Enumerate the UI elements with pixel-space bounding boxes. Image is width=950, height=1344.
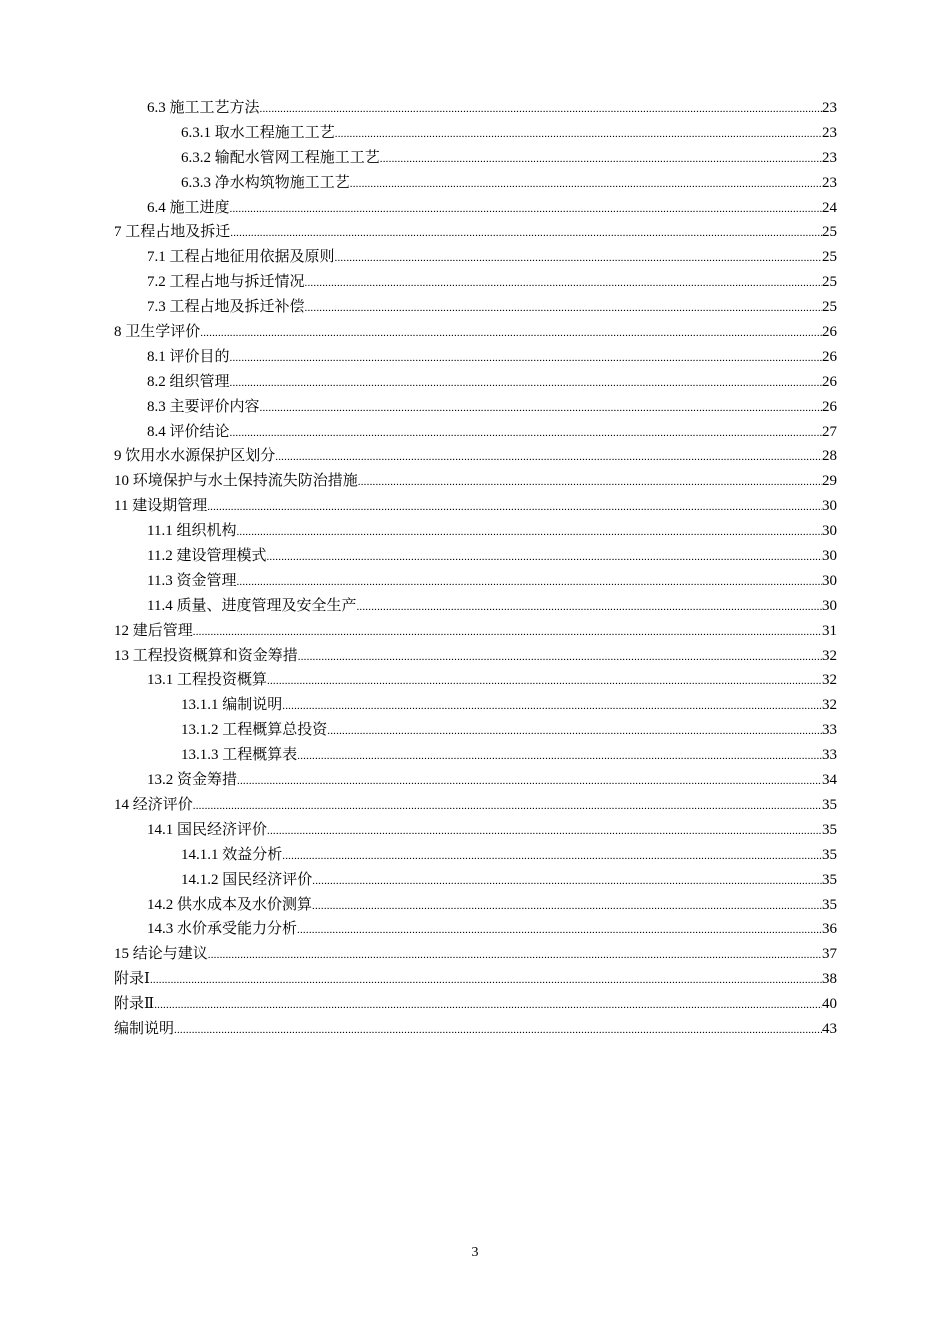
toc-entry-title: 10 环境保护与水土保持流失防治措施 <box>114 473 358 490</box>
toc-entry[interactable] <box>114 494 837 519</box>
toc-entry-page-number: 32 <box>822 672 837 689</box>
toc-entry[interactable] <box>114 196 837 221</box>
dot-leader <box>335 246 822 271</box>
toc-entry-page-number: 43 <box>822 1020 837 1037</box>
dot-leader <box>282 844 822 869</box>
toc-entry[interactable] <box>114 320 837 345</box>
toc-entry-page-number: 27 <box>822 423 837 440</box>
toc-entry-title: 8 卫生学评价 <box>114 324 201 341</box>
dot-leader <box>335 122 822 147</box>
dot-leader <box>200 321 822 346</box>
toc-entry-title: 12 建后管理 <box>114 622 193 639</box>
toc-entry-page-number: 30 <box>822 548 837 565</box>
toc-entry-title: 附录Ⅰ <box>114 971 150 988</box>
toc-entry-title: 11.2 建设管理模式 <box>147 548 267 565</box>
toc-entry-title: 15 结论与建议 <box>114 946 208 963</box>
toc-entry-page-number: 23 <box>822 149 837 166</box>
toc-entry-page-number: 34 <box>822 772 837 789</box>
dot-leader <box>305 271 822 296</box>
dot-leader <box>193 794 822 819</box>
toc-entry-title: 7.3 工程占地及拆迁补偿 <box>147 299 305 316</box>
toc-entry-title: 11 建设期管理 <box>114 498 208 515</box>
toc-entry[interactable] <box>114 345 837 370</box>
dot-leader <box>297 918 822 943</box>
dot-leader <box>230 197 822 222</box>
toc-entry[interactable] <box>114 693 837 718</box>
dot-leader <box>208 943 822 968</box>
toc-entry[interactable] <box>114 793 837 818</box>
toc-entry-page-number: 23 <box>822 174 837 191</box>
toc-entry[interactable] <box>114 469 837 494</box>
dot-leader <box>327 719 822 744</box>
toc-entry[interactable] <box>114 245 837 270</box>
toc-entry[interactable] <box>114 420 837 445</box>
toc-entry-title: 8.1 评价目的 <box>147 348 230 365</box>
toc-entry-title: 14.1.2 国民经济评价 <box>181 871 313 888</box>
toc-entry-page-number: 26 <box>822 348 837 365</box>
toc-entry-title: 8.3 主要评价内容 <box>147 398 260 415</box>
dot-leader <box>312 869 822 894</box>
toc-entry-title: 13.1.1 编制说明 <box>181 697 283 714</box>
toc-entry[interactable] <box>114 395 837 420</box>
toc-entry[interactable] <box>114 718 837 743</box>
dot-leader <box>236 520 822 545</box>
dot-leader <box>230 221 822 246</box>
toc-entry-title: 14.1.1 效益分析 <box>181 846 283 863</box>
toc-entry[interactable] <box>114 668 837 693</box>
toc-entry-page-number: 35 <box>822 896 837 913</box>
toc-entry[interactable] <box>114 893 837 918</box>
toc-entry-title: 7 工程占地及拆迁 <box>114 224 231 241</box>
toc-entry[interactable] <box>114 295 837 320</box>
toc-entry-page-number: 35 <box>822 846 837 863</box>
toc-entry-title: 7.2 工程占地与拆迁情况 <box>147 274 305 291</box>
dot-leader <box>154 993 822 1018</box>
toc-entry-page-number: 28 <box>822 448 837 465</box>
dot-leader <box>150 968 822 993</box>
toc-entry[interactable] <box>114 121 837 146</box>
dot-leader <box>193 620 822 645</box>
dot-leader <box>267 819 822 844</box>
toc-entry-title: 13.1.3 工程概算表 <box>181 747 298 764</box>
toc-entry-title: 6.3.2 输配水管网工程施工工艺 <box>181 149 380 166</box>
toc-entry-page-number: 35 <box>822 796 837 813</box>
dot-leader <box>260 97 822 122</box>
toc-entry-title: 14.2 供水成本及水价测算 <box>147 896 313 913</box>
toc-entry-page-number: 33 <box>822 747 837 764</box>
toc-entry-page-number: 23 <box>822 100 837 116</box>
page-number: 3 <box>471 1245 479 1260</box>
dot-leader <box>260 396 822 421</box>
toc-entry[interactable] <box>114 569 837 594</box>
toc-entry-page-number: 33 <box>822 722 837 739</box>
toc-entry-page-number: 29 <box>822 473 837 490</box>
toc-entry[interactable] <box>114 220 837 245</box>
toc-entry[interactable] <box>114 544 837 569</box>
dot-leader <box>267 669 822 694</box>
toc-entry[interactable] <box>114 1017 837 1042</box>
toc-entry-page-number: 23 <box>822 124 837 141</box>
toc-entry-title: 14.1 国民经济评价 <box>147 821 268 838</box>
dot-leader <box>174 1018 822 1043</box>
toc-entry-title: 8.4 评价结论 <box>147 423 230 440</box>
toc-entry[interactable] <box>114 967 837 992</box>
toc-entry-page-number: 26 <box>822 398 837 415</box>
dot-leader <box>356 595 822 620</box>
toc-entry-title: 7.1 工程占地征用依据及原则 <box>147 249 335 266</box>
toc-entry[interactable] <box>114 370 837 395</box>
toc-entry-title: 11.4 质量、进度管理及安全生产 <box>147 597 357 614</box>
dot-leader <box>298 645 822 670</box>
toc-entry-title: 编制说明 <box>114 1020 175 1037</box>
toc-entry[interactable] <box>114 818 837 843</box>
toc-entry-page-number: 35 <box>822 871 837 888</box>
toc-entry-title: 13.1 工程投资概算 <box>147 672 268 689</box>
toc-entry-title: 9 饮用水水源保护区划分 <box>114 448 276 465</box>
toc-entry[interactable] <box>114 992 837 1017</box>
toc-entry-title: 14.3 水价承受能力分析 <box>147 921 298 938</box>
toc-entry-page-number: 37 <box>822 946 837 963</box>
toc-entry-page-number: 25 <box>822 249 837 266</box>
dot-leader <box>237 769 822 794</box>
toc-entry[interactable] <box>114 843 837 868</box>
toc-entry[interactable] <box>114 594 837 619</box>
toc-entry-page-number: 32 <box>822 697 837 714</box>
toc-entry[interactable] <box>114 519 837 544</box>
toc-entry[interactable] <box>114 146 837 171</box>
toc-entry[interactable] <box>114 644 837 669</box>
toc-entry[interactable] <box>114 868 837 893</box>
toc-entry-page-number: 24 <box>822 199 837 216</box>
toc-entry[interactable] <box>114 768 837 793</box>
dot-leader <box>312 894 822 919</box>
dot-leader <box>350 172 822 197</box>
dot-leader <box>358 470 822 495</box>
toc-entry-page-number: 26 <box>822 324 837 341</box>
toc-entry-page-number: 30 <box>822 572 837 589</box>
dot-leader <box>380 147 822 172</box>
toc-entry[interactable] <box>114 743 837 768</box>
toc-entry-page-number: 30 <box>822 597 837 614</box>
toc-entry-page-number: 35 <box>822 821 837 838</box>
toc-entry-page-number: 40 <box>822 996 837 1013</box>
toc-entry[interactable] <box>114 619 837 644</box>
toc-entry-page-number: 26 <box>822 373 837 390</box>
toc-entry-title: 13.1.2 工程概算总投资 <box>181 722 328 739</box>
dot-leader <box>230 371 822 396</box>
toc-entry-title: 附录Ⅱ <box>114 996 155 1013</box>
dot-leader <box>275 445 822 470</box>
toc-entry-page-number: 36 <box>822 921 837 938</box>
toc-entry-title: 8.2 组织管理 <box>147 373 230 390</box>
toc-entry-page-number: 25 <box>822 299 837 316</box>
toc-entry-title: 6.3.3 净水构筑物施工工艺 <box>181 174 350 191</box>
toc-entry[interactable] <box>114 917 837 942</box>
toc-entry-page-number: 30 <box>822 523 837 540</box>
toc-entry[interactable] <box>114 270 837 295</box>
dot-leader <box>207 495 822 520</box>
toc-entry-title: 13.2 资金筹措 <box>147 772 238 789</box>
dot-leader <box>230 421 822 446</box>
dot-leader <box>236 570 822 595</box>
toc-entry[interactable] <box>114 942 837 967</box>
toc-entry-title: 6.3 施工工艺方法 <box>147 100 260 116</box>
dot-leader <box>305 296 822 321</box>
toc-entry-page-number: 30 <box>822 498 837 515</box>
toc-entry-page-number: 32 <box>822 647 837 664</box>
toc-entry-title: 14 经济评价 <box>114 796 193 813</box>
toc-entry-title: 11.1 组织机构 <box>147 523 237 540</box>
toc-entry[interactable] <box>114 96 837 121</box>
toc-entry-page-number: 25 <box>822 224 837 241</box>
toc-entry-title: 6.4 施工进度 <box>147 199 230 216</box>
toc-entry[interactable] <box>114 171 837 196</box>
dot-leader <box>297 744 822 769</box>
dot-leader <box>230 346 822 371</box>
toc-entry[interactable] <box>114 444 837 469</box>
toc-entry-title: 13 工程投资概算和资金筹措 <box>114 647 298 664</box>
dot-leader <box>282 694 822 719</box>
toc-entry-page-number: 38 <box>822 971 837 988</box>
toc-entry-page-number: 31 <box>822 622 837 639</box>
toc-entry-title: 11.3 资金管理 <box>147 572 237 589</box>
toc-entry-title: 6.3.1 取水工程施工工艺 <box>181 124 335 141</box>
toc-entry-page-number: 25 <box>822 274 837 291</box>
dot-leader <box>266 545 822 570</box>
table-of-contents <box>114 96 837 1042</box>
